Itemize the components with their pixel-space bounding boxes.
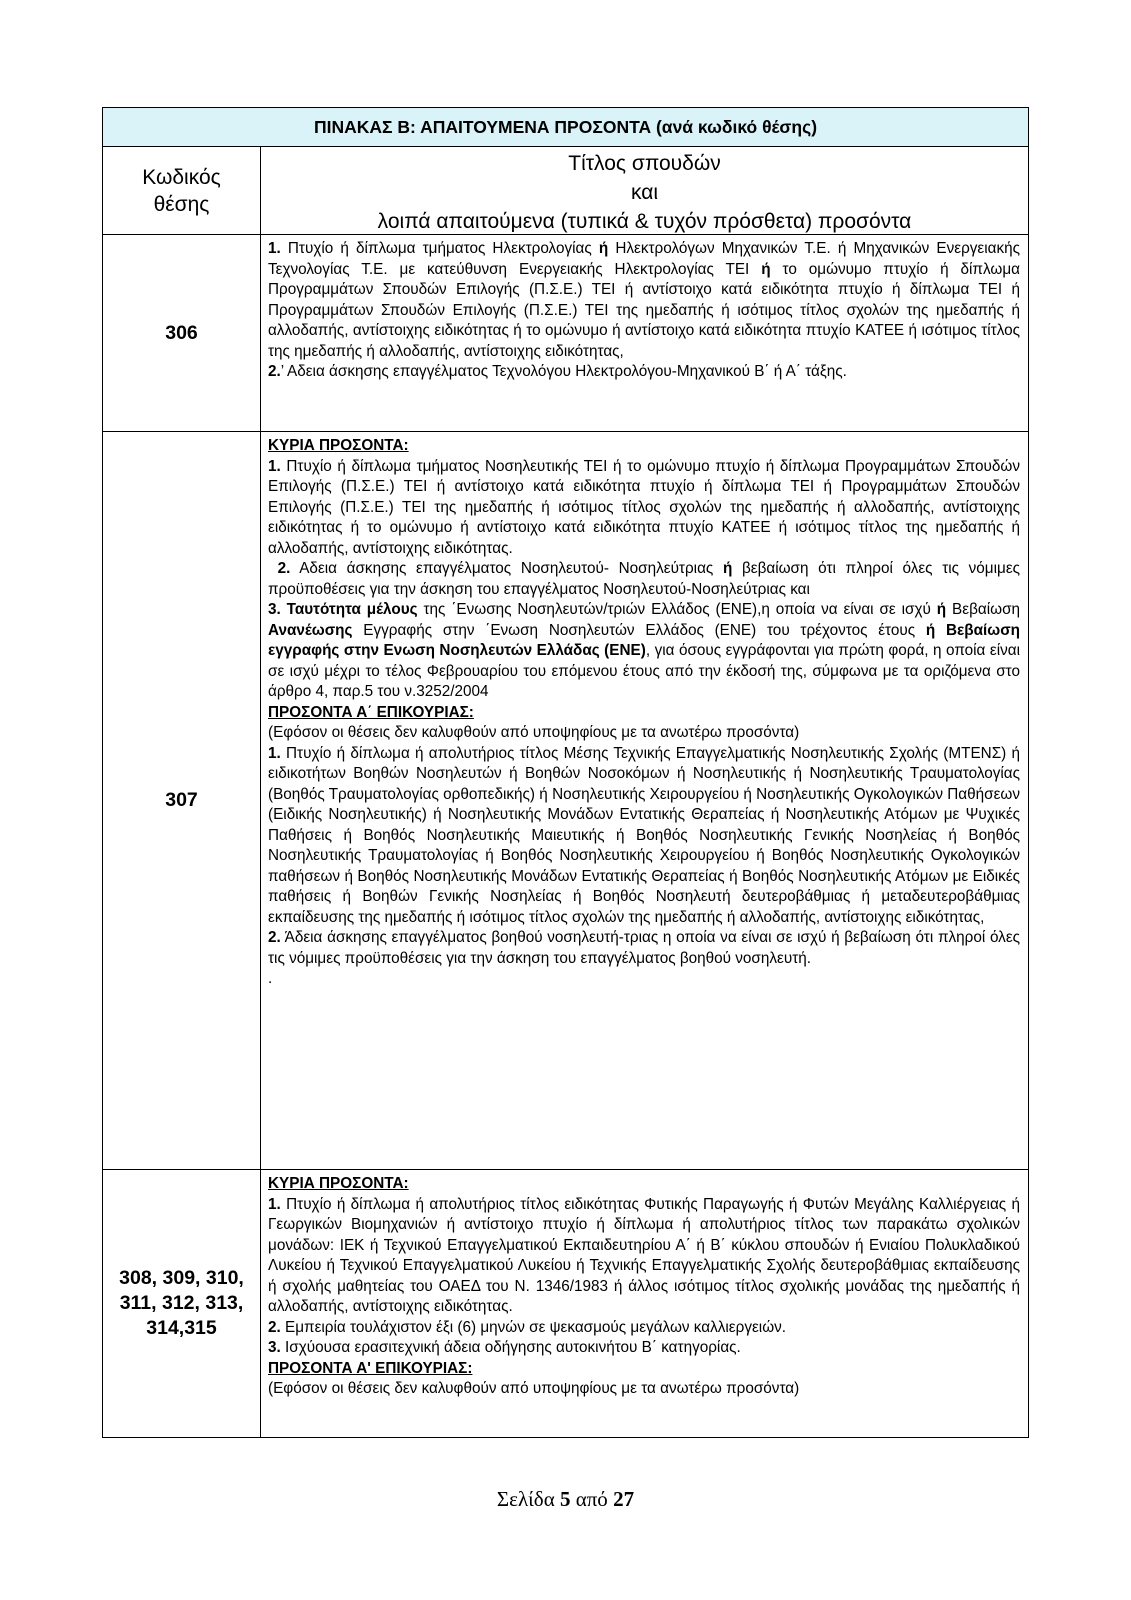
current-page: 5	[559, 1487, 571, 1511]
item-number: 1.	[268, 457, 281, 475]
qualifications-cell	[261, 235, 1029, 432]
section-heading: ΠΡΟΣΟΝΤΑ Α΄ ΕΠΙΚΟΥΡΙΑΣ:	[268, 703, 474, 721]
item-text: βεβαίωση ότι πληροί όλες τις νόμιμες προϋποθέσεις για την άσκηση του επαγγέλματος Νοσηλευτού-Νοσηλεύτριας και	[268, 560, 1021, 598]
item-text: Πτυχίο ή δίπλωμα τμήματος Νοσηλευτικής ΤΕΙ ή το ομώνυμο πτυχίο ή δίπλωμα Προγραμμάτων Σπουδών Επιλογής (Π.Σ.Ε.) ΤΕΙ ή αντίστοιχο κατά ειδικότητα πτυχίο ή δίπλωμα ΤΕΙ ή Προγραμμάτων Σπουδών Επιλογής (Π.Σ.Ε.) ΤΕΙ της ημεδαπής ή ισότιμος τίτλος σχολών της ημεδαπής ή αλλοδαπής, αντίστοιχης ειδικότητας ή το ομώνυμο ή αντίστοιχο κατά ειδικότητα πτυχίο ΚΑΤΕΕ ή ισότιμος τίτλος της ημεδαπής ή αλλοδαπής, αντίστοιχης ειδικότητας.	[268, 457, 1021, 557]
item-text-bold: ή	[598, 240, 609, 257]
item-text: Πτυχίο ή δίπλωμα ή απολυτήριος τίτλος Μέσης Τεχνικής Επαγγελματικής Νοσηλευτικής Σχολής (ΜΤΕΝΣ) ή ειδικοτήτων Βοηθών Νοσηλευτών ή Βοηθών Νοσοκόμων ή Νοσηλευτικής ή Νοσηλευτικής Τραυματολογίας (Βοηθός Τραυματολογίας ορθοπεδικής) ή Νοσηλευτικής Χειρουργείου ή Νοσηλευτικής Ογκολογικών Παθήσεων (Ειδικής Νοσηλευτικής) ή Νοσηλευτικής Μονάδων Εντατικής Θεραπείας ή Νοσηλευτικής Ατόμων με Ψυχικές Παθήσεις ή Βοηθός Νοσηλευτικής Μαιευτικής ή Βοηθός Νοσηλευτικής Γενικής Νοσηλείας ή Βοηθός Νοσηλευτικής Τραυματολογίας ή Βοηθός Νοσηλευτικής Χειρουργείου ή Βοηθός Νοσηλευτικής Ογκολογικών παθήσεων ή Βοηθός Νοσηλευτικής Μονάδων Εντατικής Θεραπείας ή Βοηθός Νοσηλευτικής Ατόμων με Ειδικές παθήσεις ή Βοηθών Γενικής Νοσηλείας ή Βοηθός Νοσηλευτή δευτεροβάθμιας ή μεταδευτεροβάθμιας εκπαίδευσης της ημεδαπής ή ισότιμος τίτλος σχολών της ημεδαπής ή αλλοδαπής, αντίστοιχης ειδικότητας,	[268, 744, 1021, 926]
code-header-line1: Κωδικός	[142, 165, 221, 189]
item-text-bold: ή	[936, 601, 947, 618]
item-text: Πτυχίο ή δίπλωμα ή απολυτήριος τίτλος ειδικότητας Φυτικής Παραγωγής ή Φυτών Μεγάλης Καλλιέργειας ή Γεωργικών Βιομηχανιών ή αντίστοιχο πτυχίο ή δίπλωμα ή απολυτήριος τίτλος των παρακάτω σχολικών μονάδων: ΙΕΚ ή Τεχνικού Επαγγελματικού Εκπαιδευτηρίου Α΄ ή Β΄ κύκλου σπουδών ή Ενιαίου Πολυκλαδικού Λυκείου ή Τεχνικού Επαγγελματικού Λυκείου ή Τεχνικής Επαγγελματικής Σχολής δευτεροβάθμιας εκπαίδευσης ή σχολής μαθητείας του ΟΑΕΔ του Ν. 1346/1983 ή άλλος ισότιμος τίτλος σχολικής μονάδας της ημεδαπής ή αλλοδαπής, αντίστοιχης ειδικότητας.	[268, 1195, 1021, 1315]
item-text: Πτυχίο ή δίπλωμα τμήματος Ηλεκτρολογίας	[280, 240, 599, 257]
section-heading: ΠΡΟΣΟΝΤΑ Α' ΕΠΙΚΟΥΡΙΑΣ:	[268, 1359, 473, 1377]
position-code: 306	[103, 235, 261, 432]
item-text-bold: Ανανέωσης	[268, 621, 353, 639]
code-line: 314,315	[146, 1317, 217, 1339]
qual-header-line1: Τίτλος σπουδών	[568, 152, 721, 175]
item-text: Εμπειρία τουλάχιστον έξι (6) μηνών σε ψεκασμούς μεγάλων καλλιεργειών.	[280, 1318, 787, 1336]
section-heading: ΚΥΡΙΑ ΠΡΟΣΟΝΤΑ:	[268, 437, 409, 454]
item-number: 1.	[268, 744, 281, 762]
qualification-item	[268, 1338, 1020, 1359]
qualifications-cell	[261, 1170, 1029, 1438]
page-footer	[0, 1487, 1131, 1512]
qualification-item	[268, 1318, 1020, 1339]
qualification-item	[268, 362, 1020, 383]
qualification-item	[268, 600, 1020, 703]
section-heading: ΚΥΡΙΑ ΠΡΟΣΟΝΤΑ:	[268, 1175, 409, 1192]
item-text: Εγγραφής στην ΄Ενωση Νοσηλευτών Ελλάδος (ΕΝΕ) του τρέχοντος έτους	[352, 621, 926, 639]
section-note: (Εφόσον οι θέσεις δεν καλυφθούν από υποψηφίους με τα ανωτέρω προσόντα)	[268, 1380, 800, 1397]
item-text-bold: ή Βεβαίωση εγγραφής στην Ενωση Νοσηλευτών Ελλάδας (ΕΝΕ)	[268, 621, 1021, 659]
code-column-header	[103, 147, 261, 235]
section-note: (Εφόσον οι θέσεις δεν καλυφθούν από υποψηφίους με τα ανωτέρω προσόντα)	[268, 724, 800, 741]
item-text: , για όσους εγγράφονται για πρώτη φορά, η οποία είναι σε ισχύ μέχρι το τέλος Φεβρουαρίου του επόμενου έτους από την έκδοσή της, σύμφωνα με τα οριζόμενα στο άρθρο 4, παρ.5 του ν.3252/2004	[268, 642, 1021, 700]
item-text-bold: ή	[761, 260, 771, 278]
item-text-bold: ή	[722, 560, 733, 577]
table-row	[103, 235, 1029, 432]
position-codes	[103, 1170, 261, 1438]
item-text: Άδεια άσκησης επαγγέλματος βοηθού νοσηλευτή-τριας η οποία να είναι σε ισχύ ή βεβαίωση ότι πληροί όλες τις νόμιμες προϋποθέσεις για την άσκηση του επαγγέλματος βοηθού νοσηλευτή.	[268, 929, 1021, 967]
table-title: ΠΙΝΑΚΑΣ Β: ΑΠΑΙΤΟΥΜΕΝΑ ΠΡΟΣΟΝΤΑ (ανά κωδικό θέσης)	[103, 108, 1029, 147]
item-text: της ΄Ενωσης Νοσηλευτών/τριών Ελλάδος (ΕΝΕ),η οποία να είναι σε ισχύ	[417, 601, 937, 618]
item-text: ’ Αδεια άσκησης επαγγέλματος Τεχνολόγου Ηλεκτρολόγου-Μηχανικού Β΄ ή Α΄ τάξης.	[280, 363, 847, 380]
item-text: Αδεια άσκησης επαγγέλματος Νοσηλευτού- Νοσηλεύτριας	[290, 560, 723, 577]
item-number: 2.	[277, 560, 291, 577]
qualification-item	[268, 239, 1020, 362]
footer-prefix: Σελίδα	[496, 1487, 560, 1511]
total-pages: 27	[613, 1487, 635, 1511]
qual-header-line3: λοιπά απαιτούμενα (τυπικά & τυχόν πρόσθετα) προσόντα	[377, 210, 912, 233]
qual-header-line2: και	[630, 181, 659, 204]
item-number: 3. Ταυτότητα μέλους	[268, 601, 418, 618]
item-number: 1.	[268, 240, 281, 257]
item-text: Ισχύουσα ερασιτεχνική άδεια οδήγησης αυτοκινήτου Β΄ κατηγορίας.	[280, 1339, 741, 1356]
requirements-table	[102, 107, 1029, 1438]
footer-middle: από	[570, 1487, 614, 1511]
item-text: το ομώνυμο πτυχίο ή δίπλωμα Προγραμμάτων Σπουδών Επιλογής (Π.Σ.Ε.) ΤΕΙ ή αντίστοιχο κατά ειδικότητα πτυχίο ή δίπλωμα ΤΕΙ ή Προγραμμάτων Σπουδών Επιλογής (Π.Σ.Ε.) ΤΕΙ της ημεδαπής ή ισότιμος τίτλος σχολών της ημεδαπής ή αλλοδαπής, αντίστοιχης ειδικότητας ή το ομώνυμο ή αντίστοιχο κατά ειδικότητα πτυχίο ΚΑΤΕΕ ή ισότιμος τίτλος της ημεδαπής ή αλλοδαπής, αντίστοιχης ειδικότητας,	[268, 260, 1021, 360]
item-text: Ηλεκτρολόγων Μηχανικών Τ.Ε. ή Μηχανικών Ενεργειακής Τεχνολογίας Τ.Ε. με κατεύθυνση Ενεργειακής Ηλεκτρολογίας ΤΕΙ	[268, 240, 1021, 278]
table-row	[103, 1170, 1029, 1438]
item-number: 2.	[268, 363, 281, 380]
item-text: Βεβαίωση	[946, 601, 1021, 618]
qualification-item	[268, 1195, 1020, 1318]
trailing-mark: .	[268, 970, 273, 987]
code-line: 311, 312, 313,	[119, 1292, 244, 1314]
item-number: 1.	[268, 1195, 281, 1213]
code-line: 308, 309, 310,	[119, 1267, 244, 1289]
qualification-item	[268, 744, 1020, 929]
item-number: 3.	[268, 1339, 281, 1356]
qualifications-column-header	[261, 147, 1029, 235]
code-header-line2: θέσης	[153, 192, 210, 216]
qualifications-cell	[261, 432, 1029, 1170]
position-code: 307	[103, 432, 261, 1170]
qualification-item	[268, 457, 1020, 560]
qualification-item	[268, 928, 1020, 969]
item-number: 2.	[268, 1318, 281, 1336]
table-row	[103, 432, 1029, 1170]
qualification-item	[268, 559, 1020, 600]
item-number: 2.	[268, 929, 281, 946]
